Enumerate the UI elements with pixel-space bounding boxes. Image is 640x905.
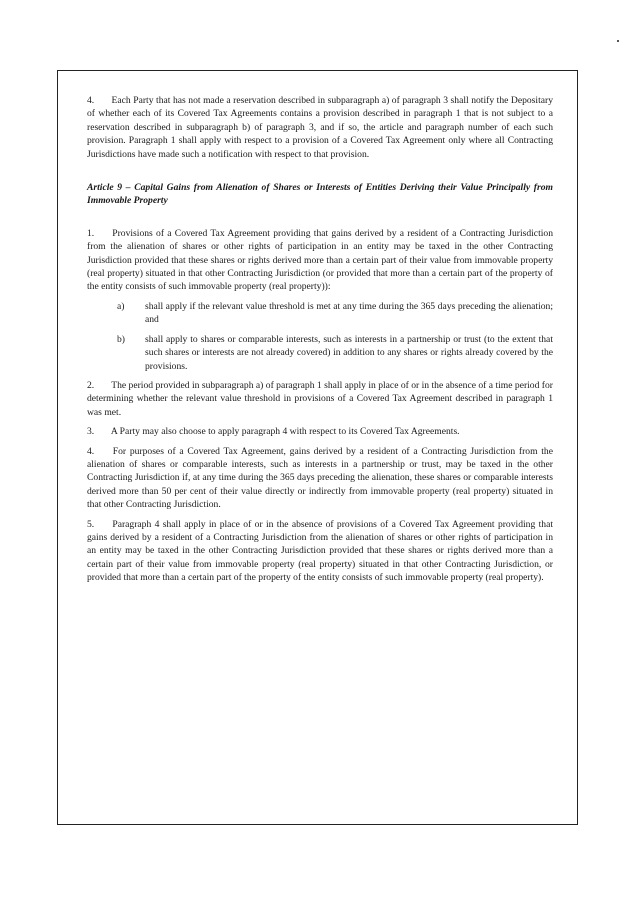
paragraph-number: 4.	[87, 445, 95, 457]
paragraph-text: Each Party that has not made a reservation described in subparagraph a) of paragraph 3 shall notify the Depositary of whether each of its Covered Tax Agreements contains a provision described in paragraph 1 that is not subject to a reservation described in subparagraph b) of paragraph 3, and if so, the article and paragraph number of each such provision. Paragraph 1 shall apply with respect to a provision of a Covered Tax Agreement only where all Contracting Jurisdictions have made such a notification with respect to that provision.	[87, 95, 554, 160]
paragraph-text: For purposes of a Covered Tax Agreement, gains derived by a resident of a Contracting Jurisdiction from the alienation of shares or comparable interests, such as interests in a partnership or trust, may be taxed in the other Contracting Jurisdiction if, at any time during the 365 days preceding the alienation, these shares or comparable interests derived more than 50 per cent of their value directly or indirectly from immovable property (real property) situated in that other Contracting Jurisdiction.	[87, 445, 553, 511]
article-9-paragraph-1	[87, 227, 553, 294]
paragraph-number: 5.	[87, 518, 95, 530]
paragraph-text: Paragraph 4 shall apply in place of or in the absence of provisions of a Covered Tax Agreement providing that gains derived by a resident of a Contracting Jurisdiction from the alienation of shares or other rights of participation in an entity may be taxed in the other Contracting Jurisdiction provided that these shares or rights derived more than a certain part of their value from immovable property (real property) situated in that other Contracting Jurisdiction, or provided that more than a certain part of the property of the entity consists of such immovable property (real property).	[87, 518, 553, 584]
article-9-heading: Article 9 – Capital Gains from Alienation of Shares or Interests of Entities Deriving their Value Principally from Immovable Property	[87, 182, 553, 207]
paragraph-number: 1.	[87, 227, 95, 239]
subparagraph-a	[87, 300, 553, 327]
article-9-paragraph-3	[87, 425, 553, 438]
article-9-paragraph-2	[87, 379, 553, 419]
subparagraph-label: b)	[117, 333, 125, 345]
document-body	[87, 94, 553, 591]
subparagraph-label: a)	[117, 300, 125, 312]
paragraph-number: 2.	[87, 379, 95, 391]
paragraph-number: 4.	[87, 95, 95, 106]
paragraph-text: Provisions of a Covered Tax Agreement providing that gains derived by a resident of a Contracting Jurisdiction from the alienation of shares or other rights of participation in an entity may be taxed in the other Contracting Jurisdiction provided that these shares or rights derived more than a certain part of their value from immovable property (real property) situated in that other Contracting Jurisdiction (or provided that more than a certain part of the property of the entity consists of such immovable property (real property)):	[87, 227, 553, 293]
paragraph-text: The period provided in subparagraph a) of paragraph 1 shall apply in place of or in the absence of a time period for determining whether the relevant value threshold in provisions of a Covered Tax Agreement described in paragraph 1 was met.	[87, 379, 553, 418]
subparagraph-text: shall apply if the relevant value threshold is met at any time during the 365 days preceding the alienation; and	[145, 300, 553, 326]
article-9-paragraph-5	[87, 518, 553, 585]
paragraph-number: 3.	[87, 426, 95, 438]
subparagraph-b	[87, 333, 553, 373]
subparagraph-text: shall apply to shares or comparable interests, such as interests in a partnership or trust (to the extent that such shares or interests are not already covered) in addition to any shares or rights already covered by the provisions.	[145, 333, 553, 372]
scan-speck	[617, 40, 619, 42]
article-9-paragraph-4	[87, 445, 553, 512]
paragraph-text: A Party may also choose to apply paragraph 4 with respect to its Covered Tax Agreements.	[110, 426, 460, 438]
paragraph-4-notification	[87, 94, 553, 161]
